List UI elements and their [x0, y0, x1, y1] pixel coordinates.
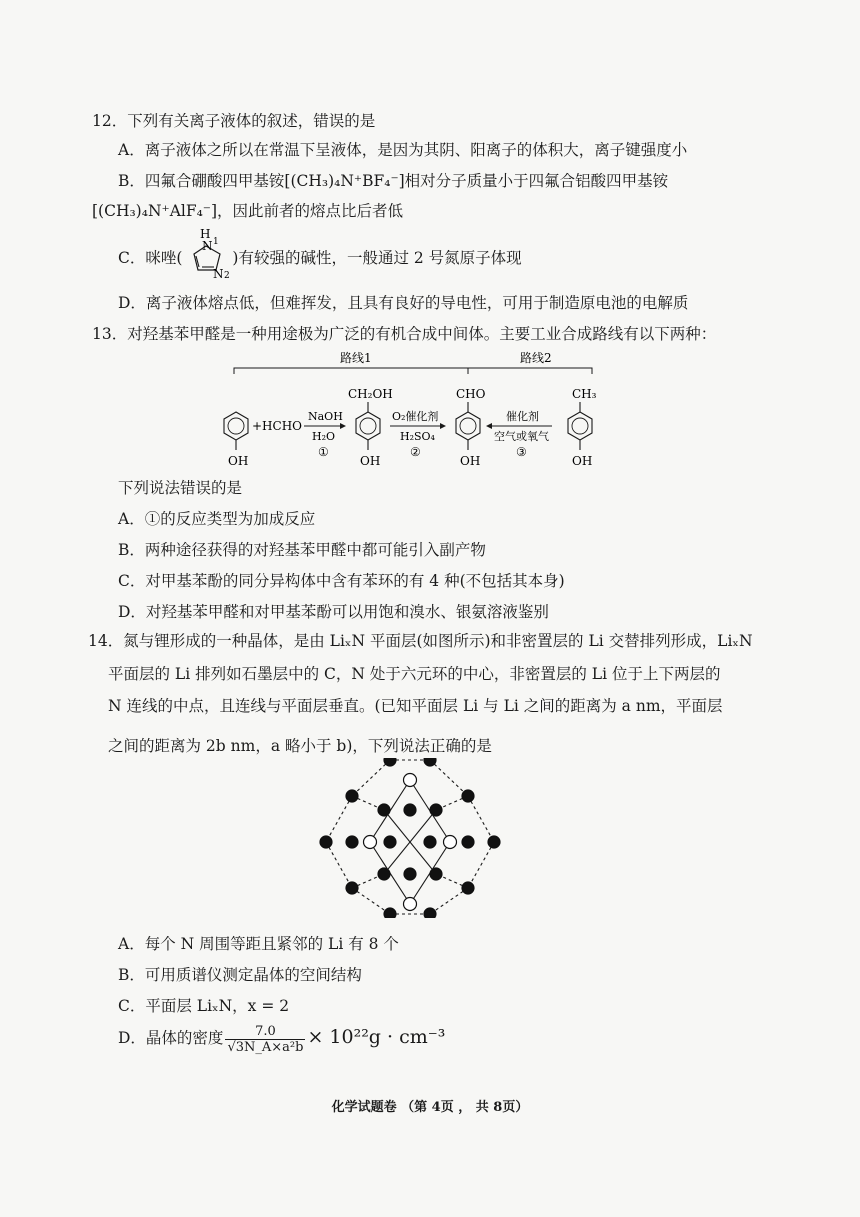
li-atom: [404, 868, 416, 880]
density-unit: × 10²²g · cm⁻³: [307, 1026, 446, 1048]
q14-option-b: B．可用质谱仪测定晶体的空间结构: [118, 966, 362, 984]
hex-edge: [430, 760, 468, 796]
li-atom: [424, 836, 436, 848]
hex-edge: [468, 842, 494, 888]
n-atom: [404, 898, 417, 911]
hex-edge: [326, 842, 352, 888]
hex-edge: [352, 888, 390, 914]
li-atom: [378, 804, 390, 816]
hex-edge: [468, 796, 494, 842]
q13-stem: 13．对羟基苯甲醛是一种用途极为广泛的有机合成中间体。主要工业合成路线有以下两种：: [92, 325, 717, 343]
li-atom: [430, 804, 442, 816]
li-atom: [346, 836, 358, 848]
hex-edge: [430, 888, 468, 914]
li-atom: [378, 868, 390, 880]
li-atom: [462, 790, 474, 802]
o2-catalyst-label: O₂催化剂: [392, 410, 439, 423]
density-denominator: √3N_A×a²b: [227, 1039, 304, 1055]
lixn-layer-figure: [312, 758, 522, 918]
q14-stem-line1: 14．氮与锂形成的一种晶体，是由 LiₓN 平面层(如图所示)和非密置层的 Li 交替排列形成，LiₓN: [88, 632, 753, 650]
li-atom: [404, 804, 416, 816]
step-3-label: ③: [516, 445, 527, 459]
hydroxybenzyl-alcohol-ring: [356, 402, 380, 450]
q12-option-c-prefix: C．咪唑(: [118, 249, 183, 267]
synthesis-route-diagram: [200, 350, 620, 474]
naoh-label: NaOH: [308, 410, 343, 423]
li-atom: [346, 882, 358, 894]
q14-stem-line2: 平面层的 Li 排列如石墨层中的 C，N 处于六元环的中心，非密置层的 Li 位于上下两层的: [108, 665, 721, 683]
step-1-label: ①: [318, 445, 329, 459]
q14-stem-line3: N 连线的中点，且连线与平面层垂直。(已知平面层 Li 与 Li 之间的距离为 a nm，平面层: [108, 697, 723, 715]
q12-option-a: A．离子液体之所以在常温下呈液体，是因为其阴、阳离子的体积大，离子键强度小: [118, 141, 688, 159]
q13-option-d: D．对羟基苯甲醛和对甲基苯酚可以用饱和溴水、银氨溶液鉴别: [118, 603, 549, 621]
li-atom: [346, 790, 358, 802]
q13-option-a: A．①的反应类型为加成反应: [118, 510, 316, 528]
q13-ask: 下列说法错误的是: [118, 479, 243, 497]
p-cresol-ring: [568, 402, 592, 450]
route-1-label: 路线1: [340, 351, 372, 365]
li-atom: [462, 882, 474, 894]
phenol-oh: OH: [228, 454, 249, 468]
catalyst-label: 催化剂: [506, 410, 539, 423]
q12-option-c: [118, 248, 522, 268]
h2o-label: H₂O: [312, 430, 336, 443]
li-atom: [384, 758, 396, 766]
imidazole-h: H: [200, 227, 211, 241]
hcho-reagent: +HCHO: [252, 419, 303, 433]
q12-stem: 12．下列有关离子液体的叙述，错误的是: [92, 112, 376, 130]
q12-option-c-suffix: )有较强的碱性，一般通过 2 号氮原子体现: [232, 249, 522, 267]
n-atom: [364, 836, 377, 849]
li-atom: [430, 868, 442, 880]
ch2oh-group: CH₂OH: [348, 387, 393, 401]
h2so4-label: H₂SO₄: [400, 430, 435, 443]
li-atom: [488, 836, 500, 848]
ch3-group: CH₃: [572, 387, 597, 401]
li-atom: [424, 758, 436, 766]
route-2-label: 路线2: [520, 351, 552, 365]
n-atom: [404, 774, 417, 787]
imidazole-label-2: 2: [224, 271, 230, 281]
hex-edge: [352, 760, 390, 796]
q14-option-d: [118, 1022, 445, 1055]
q12-option-b-line1: B．四氟合硼酸四甲基铵[(CH₃)₄N⁺BF₄⁻]相对分子质量小于四氟合铝酸四甲基铵: [118, 172, 669, 190]
imidazole-structure: [180, 226, 240, 282]
imidazole-n2: N: [213, 267, 224, 281]
q14-option-d-prefix: D．晶体的密度: [118, 1029, 224, 1047]
q14-stem-line4: 之间的距离为 2b nm，a 略小于 b)，下列说法正确的是: [108, 737, 492, 755]
page-footer: 化学试题卷 （第 4页 ， 共 8页）: [331, 1100, 529, 1115]
li-atom: [320, 836, 332, 848]
alcohol-oh: OH: [360, 454, 381, 468]
imidazole-label-1: 1: [213, 237, 219, 247]
li-atom: [384, 836, 396, 848]
phenol-ring: [224, 412, 248, 450]
density-fraction: [225, 1024, 305, 1055]
aldehyde-oh: OH: [460, 454, 481, 468]
cresol-oh: OH: [572, 454, 593, 468]
q12-option-d: D．离子液体熔点低，但难挥发，且具有良好的导电性，可用于制造原电池的电解质: [118, 294, 689, 312]
li-atom: [384, 908, 396, 918]
cho-group: CHO: [456, 387, 486, 401]
n-atom: [444, 836, 457, 849]
q14-option-a: A．每个 N 周围等距且紧邻的 Li 有 8 个: [118, 935, 399, 953]
q13-option-c: C．对甲基苯酚的同分异构体中含有苯环的有 4 种(不包括其本身): [118, 572, 565, 590]
hex-edge: [326, 796, 352, 842]
li-atom: [424, 908, 436, 918]
step-2-label: ②: [410, 445, 421, 459]
imidazole-n1: N: [202, 239, 213, 253]
hydroxybenzaldehyde-ring: [456, 402, 480, 450]
q13-option-b: B．两种途径获得的对羟基苯甲醛中都可能引入副产物: [118, 541, 486, 559]
density-numerator: 7.0: [225, 1024, 305, 1040]
q14-option-c: C．平面层 LiₓN，x = 2: [118, 997, 290, 1015]
air-oxygen-label: 空气或氧气: [494, 430, 549, 443]
li-atom: [462, 836, 474, 848]
q12-option-b-line2: [(CH₃)₄N⁺AlF₄⁻]，因此前者的熔点比后者低: [92, 202, 404, 220]
